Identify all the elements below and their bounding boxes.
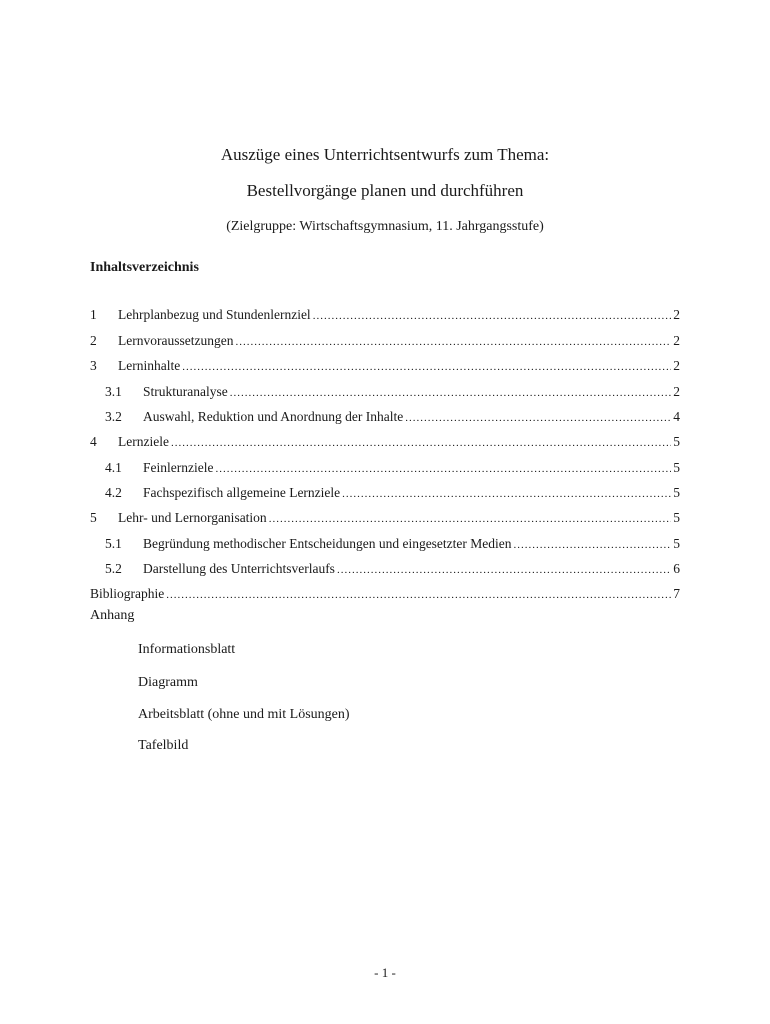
toc-entry-label: Lehrplanbezug und Stundenlernziel [118, 307, 311, 322]
document-title-line-1: Auszüge eines Unterrichtsentwurfs zum Thema: [220, 145, 550, 164]
toc-entry[interactable] [105, 535, 680, 553]
toc-entry-page: 2 [673, 333, 680, 348]
annex-item: Informationsblatt [138, 642, 236, 657]
toc-leader-dots [514, 536, 672, 554]
toc-entry-number: 5.2 [105, 561, 122, 576]
toc-entry[interactable] [90, 357, 680, 375]
toc-leader-dots [171, 434, 671, 452]
toc-entry-number: 1 [90, 307, 97, 322]
document-subtitle: (Zielgruppe: Wirtschaftsgymnasium, 11. Jahrgangsstufe) [226, 219, 544, 234]
toc-entry-label: Bibliographie [90, 586, 165, 601]
toc-entry-label: Begründung methodischer Entscheidungen und eingesetzter Medien [143, 536, 512, 551]
toc-entry-number: 3 [90, 358, 97, 373]
toc-entry-page: 5 [673, 434, 680, 449]
toc-leader-dots [166, 586, 671, 604]
toc-entry[interactable] [90, 509, 680, 527]
toc-entry-page: 2 [673, 307, 680, 322]
toc-entry-label: Darstellung des Unterrichtsverlaufs [143, 561, 335, 576]
toc-leader-dots [269, 510, 672, 528]
toc-entry[interactable] [90, 332, 680, 350]
toc-entry[interactable] [90, 585, 680, 603]
toc-entry-number: 4.2 [105, 485, 122, 500]
toc-entry[interactable] [105, 459, 680, 477]
toc-entry-page: 2 [673, 358, 680, 373]
toc-entry[interactable] [105, 484, 680, 502]
toc-leader-dots [337, 561, 671, 579]
annex-item: Arbeitsblatt (ohne und mit Lösungen) [138, 707, 350, 722]
toc-entry[interactable] [90, 433, 680, 451]
toc-entry-label: Lerninhalte [118, 358, 181, 373]
toc-entry-number: 5 [90, 510, 97, 525]
toc-entry-page: 5 [673, 510, 680, 525]
toc-leader-dots [182, 358, 671, 376]
toc-leader-dots [342, 485, 671, 503]
toc-entry-number: 5.1 [105, 536, 122, 551]
toc-entry-page: 5 [673, 536, 680, 551]
toc-entry-number: 2 [90, 333, 97, 348]
toc-heading: Inhaltsverzeichnis [90, 260, 199, 275]
toc-leader-dots [405, 409, 671, 427]
toc-entry-page: 5 [673, 460, 680, 475]
annex-item: Tafelbild [138, 738, 189, 753]
toc-entry[interactable] [90, 306, 680, 324]
toc-entry-page: 6 [673, 561, 680, 576]
document-title-line-2: Bestellvorgänge planen und durchführen [246, 181, 524, 200]
toc-entry-page: 2 [673, 384, 680, 399]
toc-leader-dots [235, 333, 671, 351]
annex-item: Diagramm [138, 675, 198, 690]
toc-entry-number: 3.1 [105, 384, 122, 399]
toc-leader-dots [313, 307, 672, 325]
page-number: - 1 - [374, 965, 396, 980]
toc-entry-page: 5 [673, 485, 680, 500]
toc-entry-label: Lehr- und Lernorganisation [118, 510, 267, 525]
toc-entry[interactable] [105, 408, 680, 426]
toc-leader-dots [215, 460, 671, 478]
toc-entry-label: Lernziele [118, 434, 169, 449]
toc-entry-number: 3.2 [105, 409, 122, 424]
toc-entry-label: Fachspezifisch allgemeine Lernziele [143, 485, 341, 500]
toc-entry-label: Lernvoraussetzungen [118, 333, 234, 348]
annex-heading: Anhang [90, 608, 135, 623]
toc-entry[interactable] [105, 383, 680, 401]
toc-entry-label: Feinlernziele [143, 460, 214, 475]
toc-leader-dots [230, 384, 672, 402]
toc-entry-page: 4 [673, 409, 680, 424]
toc-entry-label: Auswahl, Reduktion und Anordnung der Inhalte [143, 409, 404, 424]
toc-entry-page: 7 [673, 586, 680, 601]
toc-entry[interactable] [105, 560, 680, 578]
toc-entry-number: 4.1 [105, 460, 122, 475]
toc-entry-label: Strukturanalyse [143, 384, 228, 399]
toc-entry-number: 4 [90, 434, 97, 449]
